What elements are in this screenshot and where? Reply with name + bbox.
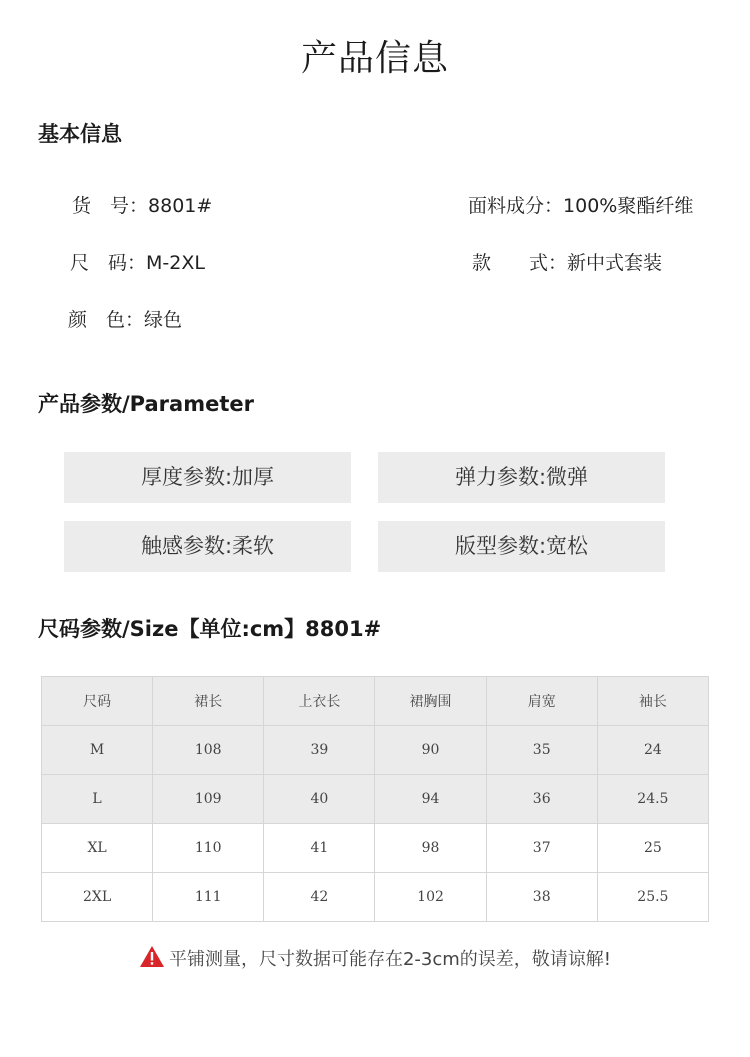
table-cell: 36 xyxy=(486,775,597,824)
style-label: 款 式： xyxy=(472,252,568,274)
table-cell: 111 xyxy=(153,873,264,922)
table-cell: 24.5 xyxy=(597,775,708,824)
table-cell: 42 xyxy=(264,873,375,922)
table-cell: M xyxy=(42,726,153,775)
table-cell: 37 xyxy=(486,824,597,873)
style-value: 新中式套装 xyxy=(567,252,663,274)
table-cell: L xyxy=(42,775,153,824)
item-number-value: 8801# xyxy=(148,195,213,217)
header-top-length: 上衣长 xyxy=(264,677,375,726)
item-number-label: 货 号： xyxy=(72,195,149,217)
header-sleeve: 袖长 xyxy=(597,677,708,726)
table-row xyxy=(42,775,709,824)
elasticity-param: 弹力参数:微弹 xyxy=(378,452,665,503)
header-skirt-length: 裙长 xyxy=(153,677,264,726)
table-cell: 38 xyxy=(486,873,597,922)
table-cell: 110 xyxy=(153,824,264,873)
table-cell: 25.5 xyxy=(597,873,708,922)
table-cell: 24 xyxy=(597,726,708,775)
table-cell: 98 xyxy=(375,824,486,873)
measurement-note xyxy=(0,945,750,971)
thickness-param: 厚度参数:加厚 xyxy=(64,452,351,503)
parameter-heading: 产品参数/Parameter xyxy=(38,392,254,416)
material-value: 100%聚酯纤维 xyxy=(563,195,694,217)
color-label: 颜 色： xyxy=(68,309,145,331)
table-row xyxy=(42,824,709,873)
parameter-grid xyxy=(64,452,666,572)
table-header-row xyxy=(42,677,709,726)
item-number-row xyxy=(72,191,212,218)
header-shoulder: 肩宽 xyxy=(486,677,597,726)
touch-param: 触感参数:柔软 xyxy=(64,521,351,572)
style-row xyxy=(472,248,662,275)
header-bust: 裙胸围 xyxy=(375,677,486,726)
table-cell: 41 xyxy=(264,824,375,873)
warning-triangle-icon xyxy=(139,945,165,968)
measurement-note-text: 平铺测量，尺寸数据可能存在2-3cm的误差，敬请谅解! xyxy=(168,949,612,970)
table-cell: 90 xyxy=(375,726,486,775)
table-cell: 102 xyxy=(375,873,486,922)
table-cell: 108 xyxy=(153,726,264,775)
size-range-row xyxy=(70,248,205,275)
table-cell: 25 xyxy=(597,824,708,873)
table-cell: 35 xyxy=(486,726,597,775)
table-cell: 40 xyxy=(264,775,375,824)
color-row xyxy=(68,305,182,332)
color-value: 绿色 xyxy=(144,309,183,331)
size-chart-heading: 尺码参数/Size【单位:cm】8801# xyxy=(38,617,382,641)
table-cell: 2XL xyxy=(42,873,153,922)
size-chart-table xyxy=(41,676,709,922)
fit-param: 版型参数:宽松 xyxy=(378,521,665,572)
size-range-label: 尺 码： xyxy=(70,252,147,274)
basic-info-heading: 基本信息 xyxy=(38,122,122,146)
table-cell: XL xyxy=(42,824,153,873)
page-title: 产品信息 xyxy=(300,38,449,79)
table-cell: 109 xyxy=(153,775,264,824)
table-cell: 94 xyxy=(375,775,486,824)
table-row xyxy=(42,873,709,922)
table-row xyxy=(42,726,709,775)
header-size: 尺码 xyxy=(42,677,153,726)
size-range-value: M-2XL xyxy=(146,252,205,274)
table-cell: 39 xyxy=(264,726,375,775)
material-row xyxy=(468,191,693,218)
material-label: 面料成分： xyxy=(468,195,564,217)
